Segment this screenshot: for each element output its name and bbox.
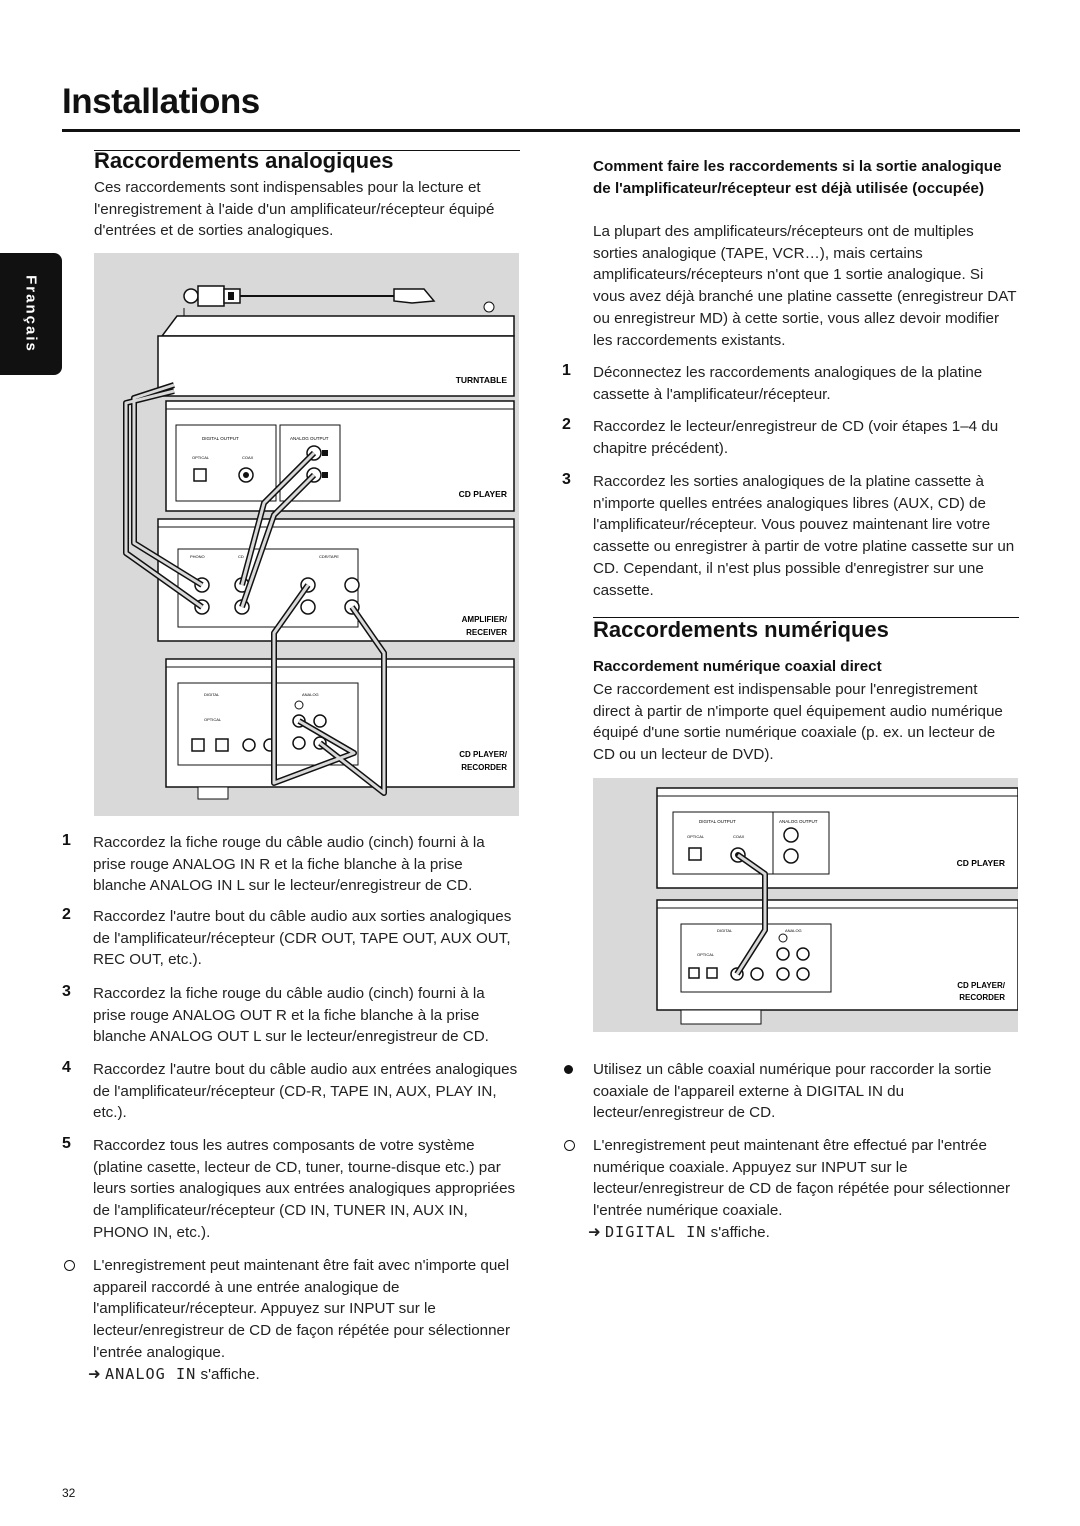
digital-label: DIGITAL [204, 692, 220, 697]
occupied-step [562, 471, 1020, 601]
arrow-icon: ➜ [588, 1223, 601, 1241]
analog-step [62, 832, 520, 897]
page-number: 32 [62, 1486, 76, 1500]
digital-bullet [562, 1059, 1020, 1124]
step-text: Raccordez l'autre bout du câble audio aux sorties analogiques de l'amplificateur/récepteur (CDR OUT, TAPE OUT, AUX OUT, REC OUT, etc.). [93, 908, 512, 969]
occupied-step [562, 362, 1020, 405]
recorder-illustration [166, 659, 514, 799]
phono-label: PHONO [190, 554, 205, 559]
step-text: Raccordez la fiche rouge du câble audio (cinch) fourni à la prise rouge ANALOG IN R et la fiche blanche à la prise blanche ANALOG IN L sur le lecteur/enregistreur de CD. [93, 834, 485, 895]
coaxial-intro: Ce raccordement est indispensable pour l'enregistrement direct à partir de n'importe quel équipement audio numérique équipé d'une sortie numérique coaxiale (p. ex. un lecteur de CD ou un lecteur de DVD). [593, 681, 1003, 764]
result-text: s'affiche. [200, 1365, 260, 1383]
cd-label: CD [238, 554, 244, 559]
page-title: Installations [62, 82, 260, 121]
step-text: Raccordez les sorties analogiques de la platine cassette à n'importe quelles entrées analogiques libres (AUX, CD) de l'amplificateur/récepteur. Vous pouvez maintenant lire votre cassette ou enregistrer à partir de votre platine cassette sur un CD. Cependant, il n'est plus possible d'enregistrer sur une cassette. [593, 473, 1015, 599]
recorder-label-2: RECORDER [959, 993, 1005, 1002]
analog-step [62, 983, 520, 1048]
step-number: 2 [562, 416, 571, 433]
rec-optical-label: OPTICAL [204, 717, 222, 722]
turntable-illustration [158, 286, 514, 396]
step-text: Déconnectez les raccordements analogiques de la platine cassette à l'amplificateur/récepteur. [593, 364, 983, 403]
amplifier-label-1: AMPLIFIER/ [461, 615, 507, 624]
digital-connection-diagram [593, 778, 1018, 1032]
note-text: L'enregistrement peut maintenant être fait avec n'importe quel appareil raccordé à une entrée analogique de l'amplificateur/récepteur. Appuyez sur INPUT sur le lecteur/enregistreur de CD de façon répétée pour sélectionner l'entrée analogique. [93, 1257, 511, 1361]
step-number: 3 [562, 471, 571, 488]
open-bullet-icon [64, 1260, 75, 1271]
step-number: 1 [62, 832, 71, 849]
step-text: Raccordez le lecteur/enregistreur de CD (voir étapes 1–4 du chapitre précédent). [593, 418, 999, 457]
occupied-step [562, 416, 1020, 459]
note-text: L'enregistrement peut maintenant être effectué par l'entrée numérique coaxiale. Appuyez sur INPUT sur le lecteur/enregistreur de CD de façon répétée pour sélectionner l'entrée numérique coaxiale. [593, 1137, 1011, 1220]
step-text: Raccordez tous les autres composants de votre système (platine casette, lecteur de CD, tuner, tourne-disque etc.) par leurs sorties analogiques aux entrées analogiques appropriées de l'amplificateur/récepteur (CD IN, TUNER IN, AUX IN, PHONO IN, etc.). [93, 1137, 516, 1241]
analog-label: ANALOG [785, 928, 802, 933]
step-number: 3 [62, 983, 71, 1000]
filled-bullet-icon [564, 1065, 573, 1074]
cdr-tape-label: CDR/TAPE [319, 554, 339, 559]
cd-player-illustration [657, 788, 1018, 888]
coax-label: COAX [733, 834, 745, 839]
amplifier-label-2: RECEIVER [466, 628, 507, 637]
step-number: 1 [562, 362, 571, 379]
cd-player-illustration [166, 401, 514, 511]
amplifier-illustration [158, 519, 514, 641]
cd-player-label: CD PLAYER [956, 858, 1005, 868]
result-text: s'affiche. [710, 1223, 770, 1241]
section-heading-digital: Raccordements numériques [593, 617, 889, 642]
lcd-display-text: ANALOG IN [104, 1364, 197, 1383]
title-rule [62, 129, 1020, 132]
analog-intro: Ces raccordements sont indispensables pour la lecture et l'enregistrement à l'aide d'un amplificateur/récepteur équipé d'entrées et de sorties analogiques. [94, 179, 495, 240]
digital-output-label: DIGITAL OUTPUT [699, 819, 736, 824]
section-heading-analog: Raccordements analogiques [94, 148, 394, 173]
digital-label: DIGITAL [717, 928, 733, 933]
occupied-intro: La plupart des amplificateurs/récepteurs ont de multiples sorties analogique (TAPE, VCR…), mais certains amplificateurs/récepteurs n'ont que 1 sortie analogique. Si vous avez déjà branché une platine cassette (enregistreur DAT ou enregistreur MD) à cette sortie, vous allez devoir modifier les raccordements existants. [593, 223, 1017, 349]
step-text: Raccordez la fiche rouge du câble audio (cinch) fourni à la prise rouge ANALOG OUT R et la fiche blanche à la prise blanche ANALOG OUT L sur le lecteur/enregistreur de CD. [93, 985, 489, 1046]
analog-step [62, 1059, 520, 1124]
digital-note [562, 1135, 1020, 1244]
optical-label: OPTICAL [687, 834, 705, 839]
analog-output-label: ANALOG OUTPUT [779, 819, 818, 824]
step-number: 5 [62, 1135, 71, 1152]
step-text: Raccordez l'autre bout du câble audio aux entrées analogiques de l'amplificateur/récepteur (CD-R, TAPE IN, AUX, PLAY IN, etc.). [93, 1061, 518, 1122]
rec-optical-label: OPTICAL [697, 952, 715, 957]
optical-label: OPTICAL [192, 455, 210, 460]
turntable-label: TURNTABLE [455, 375, 507, 385]
subheading-coaxial: Raccordement numérique coaxial direct [593, 658, 882, 675]
coax-label: COAX [242, 455, 254, 460]
analog-step [62, 906, 520, 971]
recorder-label-1: CD PLAYER/ [459, 750, 507, 759]
recorder-label-1: CD PLAYER/ [957, 981, 1005, 990]
step-number: 4 [62, 1059, 71, 1076]
language-tab [0, 253, 62, 375]
analog-label: ANALOG [302, 692, 319, 697]
recorder-illustration [657, 900, 1018, 1024]
cd-player-label: CD PLAYER [458, 489, 507, 499]
recorder-label-2: RECORDER [461, 763, 507, 772]
digital-output-label: DIGITAL OUTPUT [202, 436, 239, 441]
arrow-icon: ➜ [88, 1365, 101, 1383]
analog-output-label: ANALOG OUTPUT [290, 436, 329, 441]
step-number: 2 [62, 906, 71, 923]
analog-note [62, 1255, 520, 1385]
language-tab-label: Français [22, 275, 40, 353]
open-bullet-icon [564, 1140, 575, 1151]
lcd-display-text: DIGITAL IN [604, 1222, 707, 1241]
analog-connection-diagram [94, 253, 519, 816]
analog-step [62, 1135, 520, 1244]
bullet-text: Utilisez un câble coaxial numérique pour raccorder la sortie coaxiale de l'appareil externe à DIGITAL IN du lecteur/enregistreur de CD. [593, 1061, 992, 1122]
subheading-occupied-output: Comment faire les raccordements si la sortie analogique de l'amplificateur/récepteur est déjà utilisée (occupée) [593, 158, 1002, 197]
